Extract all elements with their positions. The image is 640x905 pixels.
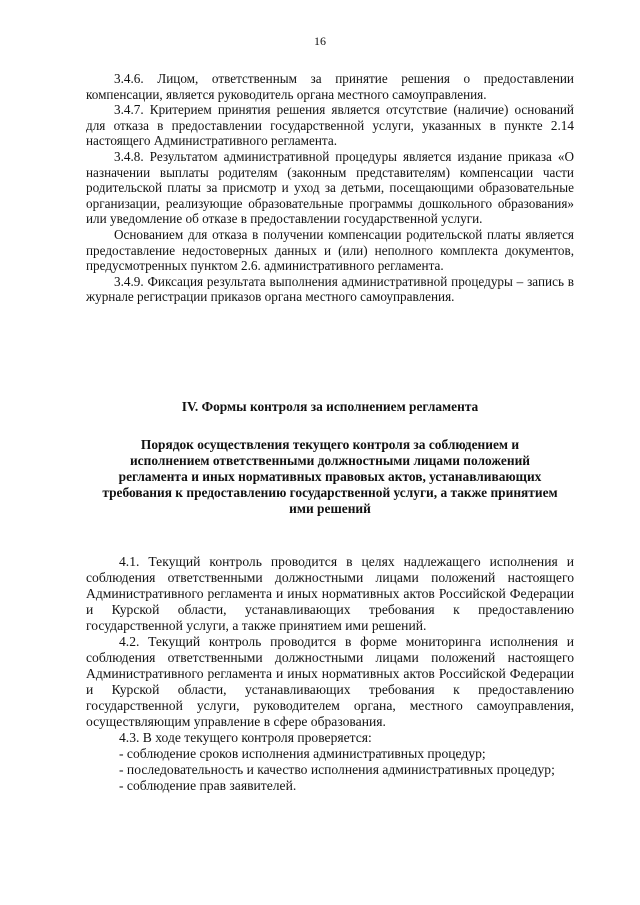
paragraph-4-1: 4.1. Текущий контроль проводится в целях надлежащего исполнения и соблюдения ответственными должностными лицами положений настоящего Административного регламента и иных нормативных актов Российской Федерации и Курской области, устанавливающих требования к предоставлению государственной услуги, а также принятием ими решений. — [86, 554, 574, 633]
list-item-deadlines: - соблюдение сроков исполнения административных процедур; — [119, 746, 486, 761]
section-3-4-text — [86, 71, 574, 305]
paragraph-3-4-8: 3.4.8. Результатом административной процедуры является издание приказа «О назначении выплаты родителям (законным представителям) компенсации части родительской платы за присмотр и уход за детьми, посещающими образовательные организации, реализующие образовательные программы дошкольного образования» или уведомление об отказе в предоставлении государственной услуги. — [86, 148, 574, 227]
paragraph-4-2: 4.2. Текущий контроль проводится в форме мониторинга исполнения и соблюдения ответственными должностными лицами положений настоящего Административного регламента и иных нормативных актов Российской Федерации и Курской области, устанавливающих требования к предоставлению государственной услуги, руководителем органа, местного самоуправления, осуществляющим управление в сфере образования. — [86, 634, 574, 729]
paragraph-3-4-9: 3.4.9. Фиксация результата выполнения административной процедуры – запись в журнале регистрации приказов органа местного самоуправления. — [86, 273, 574, 305]
page-number: 16 — [314, 34, 326, 48]
paragraph-3-4-6: 3.4.6. Лицом, ответственным за принятие решения о предоставлении компенсации, является руководитель органа местного самоуправления. — [86, 71, 574, 102]
section-heading: IV. Формы контроля за исполнением регламента — [181, 399, 479, 414]
paragraph-refusal-basis: Основанием для отказа в получении компенсации родительской платы является предоставление недостоверных данных и (или) неполного комплекта документов, предусмотренных пунктом 2.6. административного регламента. — [86, 226, 574, 274]
subsection-heading: Порядок осуществления текущего контроля за соблюдением и исполнением ответственными должностными лицами положений регламента и иных нормативных правовых актов, устанавливающих требования к предоставлению государственной услуги, а также принятием ими решений — [102, 437, 558, 516]
section-4-text — [86, 554, 574, 794]
paragraph-3-4-7: 3.4.7. Критерием принятия решения является отсутствие (наличие) оснований для отказа в предоставлении государственной услуги, указанных в пункте 2.14 настоящего Административного регламента. — [86, 102, 574, 149]
paragraph-4-3: 4.3. В ходе текущего контроля проверяется: — [119, 730, 372, 745]
list-item-applicant-rights: - соблюдение прав заявителей. — [119, 778, 297, 793]
list-item-sequence-quality: - последовательность и качество исполнения административных процедур; — [119, 762, 555, 777]
